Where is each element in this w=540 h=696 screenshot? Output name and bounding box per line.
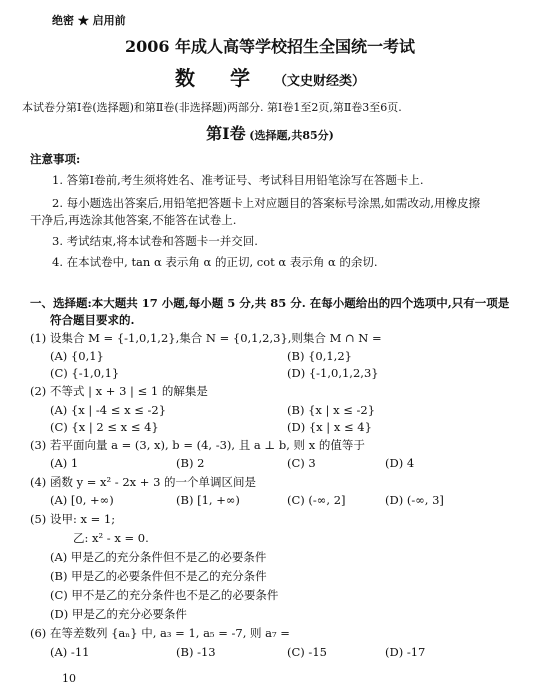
section-heading-continued: 符合题目要求的. <box>50 313 135 327</box>
notice-item: 4. 在本试卷中, tan α 表示角 α 的正切, cot α 表示角 α 的余切. <box>52 255 378 269</box>
notice-heading: 注意事项: <box>30 152 81 166</box>
question-option: (D) {-1,0,1,2,3} <box>287 366 379 380</box>
question-option: (C) -15 <box>287 645 327 659</box>
subject-category: （文史财经类） <box>273 74 365 89</box>
section-heading: 一、选择题:本大题共 17 小题,每小题 5 分,共 85 分. 在每小题给出的四个选项中,只有一项是 <box>30 296 510 310</box>
question-stem: (1) 设集合 M = {-1,0,1,2},集合 N = {0,1,2,3},则集合 M ∩ N = <box>30 331 382 345</box>
subject-heading <box>0 66 540 94</box>
exam-intro: 本试卷分第Ⅰ卷(选择题)和第Ⅱ卷(非选择题)两部分. 第Ⅰ卷1至2页,第Ⅱ卷3至6页. <box>22 101 402 114</box>
notice-item: 3. 考试结束,将本试卷和答题卡一并交回. <box>52 234 258 248</box>
notice-item: 1. 答第Ⅰ卷前,考生须将姓名、准考证号、考试科目用铅笔涂写在答题卡上. <box>52 173 424 187</box>
subject-name: 数 学 <box>175 66 264 90</box>
question-option: (A) {0,1} <box>50 349 104 363</box>
question-stem-continued: 乙: x² - x = 0. <box>73 531 149 545</box>
question-option: (B) {0,1,2} <box>287 349 352 363</box>
page-number: 10 <box>62 672 76 685</box>
notice-item: 2. 每小题选出答案后,用铅笔把答题卡上对应题目的答案标号涂黑,如需改动,用橡皮擦 <box>52 196 481 210</box>
exam-title: 2006 年成人高等学校招生全国统一考试 <box>124 37 416 56</box>
question-option: (A) 1 <box>50 456 79 470</box>
question-option: (A) {x | -4 ≤ x ≤ -2} <box>50 403 167 417</box>
question-option: (B) {x | x ≤ -2} <box>287 403 376 417</box>
question-option: (A) [0, +∞) <box>50 493 114 507</box>
question-option: (C) 甲不是乙的充分条件也不是乙的必要条件 <box>50 588 279 602</box>
confidential-mark: 绝密 ★ 启用前 <box>52 14 126 27</box>
question-option: (C) (-∞, 2] <box>287 493 346 507</box>
question-option: (A) -11 <box>50 645 90 659</box>
question-option: (C) {x | 2 ≤ x ≤ 4} <box>50 420 159 434</box>
question-option: (D) 4 <box>385 456 415 470</box>
notice-item-continued: 干净后,再选涂其他答案,不能答在试卷上. <box>30 213 237 227</box>
question-stem: (4) 函数 y = x² - 2x + 3 的一个单调区间是 <box>30 475 257 489</box>
question-option: (D) -17 <box>385 645 426 659</box>
question-option: (B) 2 <box>176 456 205 470</box>
question-option: (D) {x | x ≤ 4} <box>287 420 372 434</box>
question-option: (B) -13 <box>176 645 216 659</box>
question-option: (B) [1, +∞) <box>176 493 240 507</box>
question-stem: (3) 若平面向量 a = (3, x), b = (4, -3), 且 a ⊥ b, 则 x 的值等于 <box>30 438 365 452</box>
question-option: (C) 3 <box>287 456 316 470</box>
question-option: (C) {-1,0,1} <box>50 366 120 380</box>
volume-note: (选择题,共85分) <box>249 129 334 142</box>
question-option: (D) 甲是乙的充分必要条件 <box>50 607 187 621</box>
question-option: (B) 甲是乙的必要条件但不是乙的充分条件 <box>50 569 267 583</box>
question-stem: (6) 在等差数列 {aₙ} 中, a₃ = 1, a₅ = -7, 则 a₇ = <box>30 626 290 640</box>
volume-label: 第Ⅰ卷 <box>206 124 246 143</box>
volume-heading <box>0 124 540 146</box>
question-stem: (2) 不等式 | x + 3 | ≤ 1 的解集是 <box>30 384 208 398</box>
question-option: (D) (-∞, 3] <box>385 493 444 507</box>
question-stem: (5) 设甲: x = 1; <box>30 512 116 526</box>
question-option: (A) 甲是乙的充分条件但不是乙的必要条件 <box>50 550 267 564</box>
